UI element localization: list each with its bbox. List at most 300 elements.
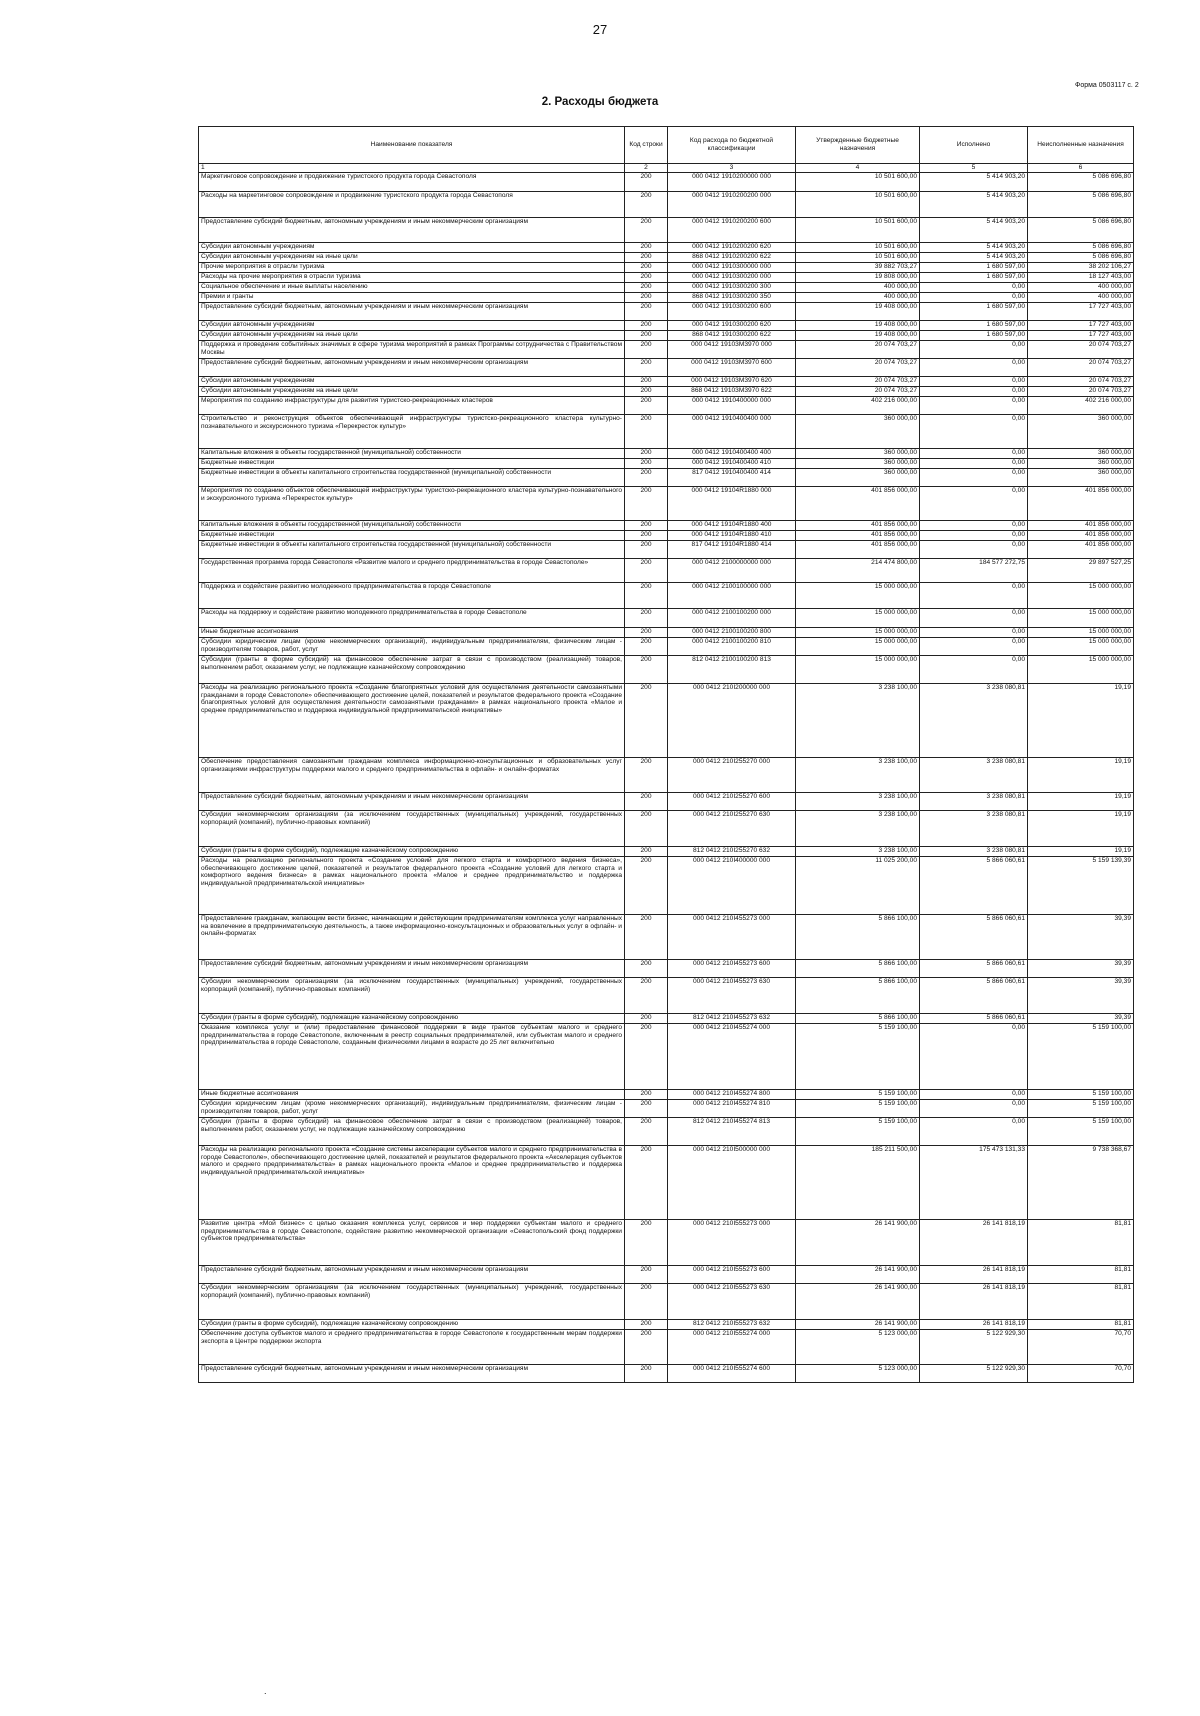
- row-line-code: 200: [625, 469, 668, 487]
- row-executed: 0,00: [920, 397, 1028, 415]
- table-row: [199, 218, 1134, 243]
- row-budget-code: 868 0412 1910200200 622: [668, 253, 796, 263]
- row-executed: 1 680 597,00: [920, 263, 1028, 273]
- table-row: [199, 583, 1134, 609]
- row-budget-code: 000 0412 1910400400 400: [668, 449, 796, 459]
- table-row: [199, 758, 1134, 793]
- table-row: [199, 628, 1134, 638]
- row-approved: 19 408 000,00: [796, 321, 920, 331]
- row-unexecuted: 81,81: [1028, 1266, 1134, 1284]
- row-unexecuted: 39,39: [1028, 1014, 1134, 1024]
- column-number-row: [199, 164, 1134, 173]
- row-budget-code: 812 0412 210I555273 632: [668, 1320, 796, 1330]
- row-name: Субсидии автономным учреждениям на иные цели: [199, 253, 625, 263]
- row-budget-code: 868 0412 1910300200 350: [668, 293, 796, 303]
- row-budget-code: 000 0412 2100100200 810: [668, 638, 796, 656]
- row-executed: 0,00: [920, 656, 1028, 684]
- row-budget-code: 000 0412 210I455273 000: [668, 915, 796, 960]
- row-budget-code: 000 0412 19103М3970 000: [668, 341, 796, 359]
- table-row: [199, 609, 1134, 628]
- row-executed: 5 866 060,61: [920, 978, 1028, 1014]
- row-name: Строительство и реконструкция объектов обеспечивающей инфраструктуры туристско-рекреационного кластера культурно-познавательного и экскурсионного туризма «Перекресток культур»: [199, 415, 625, 449]
- row-line-code: 200: [625, 857, 668, 915]
- row-name: Предоставление субсидий бюджетным, автономным учреждениям и иным некоммерческим организациям: [199, 960, 625, 978]
- row-name: Субсидии юридическим лицам (кроме некоммерческих организаций), индивидуальным предпринимателям, физическим лицам - производителям товаров, работ, услуг: [199, 1100, 625, 1118]
- row-unexecuted: 401 856 000,00: [1028, 531, 1134, 541]
- row-unexecuted: 20 074 703,27: [1028, 387, 1134, 397]
- row-executed: 26 141 818,19: [920, 1220, 1028, 1266]
- row-budget-code: 868 0412 19103М3970 622: [668, 387, 796, 397]
- row-line-code: 200: [625, 341, 668, 359]
- row-unexecuted: 5 159 100,00: [1028, 1118, 1134, 1146]
- row-executed: 0,00: [920, 341, 1028, 359]
- table-row: [199, 192, 1134, 218]
- row-line-code: 200: [625, 960, 668, 978]
- column-number: 1: [199, 164, 625, 173]
- row-name: Иные бюджетные ассигнования: [199, 628, 625, 638]
- row-approved: 39 882 703,27: [796, 263, 920, 273]
- row-name: Предоставление субсидий бюджетным, автономным учреждениям и иным некоммерческим организациям: [199, 218, 625, 243]
- row-approved: 19 808 000,00: [796, 273, 920, 283]
- header-approved: Утвержденные бюджетные назначения: [796, 127, 920, 164]
- row-name: Расходы на реализацию регионального проекта «Создание условий для легкого старта и комфортного ведения бизнеса», обеспечивающего достижение целей, показателей и результатов федерального проекта «Создание условий для легкого старта и комфортного ведения бизнеса» в рамках национального проекта «Малое и среднее предпринимательство и поддержка индивидуальной предпринимательской инициативы»: [199, 857, 625, 915]
- row-budget-code: 817 0412 1910400400 414: [668, 469, 796, 487]
- row-budget-code: 000 0412 1910300200 300: [668, 283, 796, 293]
- row-line-code: 200: [625, 1365, 668, 1383]
- row-unexecuted: 70,70: [1028, 1330, 1134, 1365]
- row-unexecuted: 360 000,00: [1028, 449, 1134, 459]
- row-name: Предоставление субсидий бюджетным, автономным учреждениям и иным некоммерческим организациям: [199, 303, 625, 321]
- row-line-code: 200: [625, 1146, 668, 1220]
- row-unexecuted: 400 000,00: [1028, 283, 1134, 293]
- row-budget-code: 000 0412 19104R1880 410: [668, 531, 796, 541]
- budget-expenses-table: [198, 126, 1134, 1383]
- row-approved: 3 238 100,00: [796, 684, 920, 758]
- row-executed: 0,00: [920, 469, 1028, 487]
- row-unexecuted: 18 127 403,00: [1028, 273, 1134, 283]
- row-executed: 3 238 080,81: [920, 758, 1028, 793]
- row-budget-code: 000 0412 2100100000 000: [668, 583, 796, 609]
- row-budget-code: 000 0412 210I555274 600: [668, 1365, 796, 1383]
- table-header-row: [199, 127, 1134, 164]
- row-unexecuted: 5 159 100,00: [1028, 1100, 1134, 1118]
- table-row: [199, 487, 1134, 521]
- row-name: Субсидии автономным учреждениям: [199, 377, 625, 387]
- table-row: [199, 1330, 1134, 1365]
- row-budget-code: 812 0412 210I455273 632: [668, 1014, 796, 1024]
- row-line-code: 200: [625, 628, 668, 638]
- row-budget-code: 812 0412 2100100200 813: [668, 656, 796, 684]
- row-executed: 26 141 818,19: [920, 1284, 1028, 1320]
- row-executed: 5 414 903,20: [920, 192, 1028, 218]
- row-line-code: 200: [625, 359, 668, 377]
- row-line-code: 200: [625, 811, 668, 847]
- row-unexecuted: 81,81: [1028, 1220, 1134, 1266]
- row-executed: 5 122 929,30: [920, 1365, 1028, 1383]
- row-name: Расходы на прочие мероприятия в отрасли туризма: [199, 273, 625, 283]
- row-budget-code: 812 0412 210I455274 813: [668, 1118, 796, 1146]
- row-executed: 1 680 597,00: [920, 303, 1028, 321]
- row-budget-code: 000 0412 1910200200 000: [668, 192, 796, 218]
- row-approved: 185 211 500,00: [796, 1146, 920, 1220]
- table-row: [199, 793, 1134, 811]
- row-line-code: 200: [625, 978, 668, 1014]
- row-approved: 20 074 703,27: [796, 377, 920, 387]
- row-name: Оказание комплекса услуг и (или) предоставление финансовой поддержки в виде грантов субъектам малого и среднего предпринимательства в городе Севастополе, включенным в реестр социальных предпринимателей, или субъектам малого и среднего предпринимательства в городе Севастополе, созданным физическими лицами в возрасте до 25 лет включительно: [199, 1024, 625, 1090]
- row-unexecuted: 81,81: [1028, 1320, 1134, 1330]
- row-line-code: 200: [625, 521, 668, 531]
- row-approved: 11 025 200,00: [796, 857, 920, 915]
- row-name: Субсидии автономным учреждениям на иные цели: [199, 331, 625, 341]
- row-line-code: 200: [625, 397, 668, 415]
- row-approved: 400 000,00: [796, 283, 920, 293]
- row-line-code: 200: [625, 1014, 668, 1024]
- row-budget-code: 817 0412 19104R1880 414: [668, 541, 796, 559]
- row-executed: 0,00: [920, 459, 1028, 469]
- row-unexecuted: 401 856 000,00: [1028, 541, 1134, 559]
- row-approved: 26 141 900,00: [796, 1266, 920, 1284]
- row-executed: 175 473 131,33: [920, 1146, 1028, 1220]
- row-budget-code: 000 0412 1910300200 620: [668, 321, 796, 331]
- row-budget-code: 000 0412 1910400400 000: [668, 415, 796, 449]
- row-unexecuted: 19,19: [1028, 811, 1134, 847]
- row-approved: 15 000 000,00: [796, 638, 920, 656]
- row-name: Субсидии автономным учреждениям: [199, 321, 625, 331]
- row-approved: 3 238 100,00: [796, 811, 920, 847]
- table-row: [199, 173, 1134, 192]
- row-approved: 400 000,00: [796, 293, 920, 303]
- row-line-code: 200: [625, 1320, 668, 1330]
- row-name: Бюджетные инвестиции: [199, 531, 625, 541]
- row-executed: 0,00: [920, 449, 1028, 459]
- row-name: Обеспечение предоставления самозанятым гражданам комплекса информационно-консультационных и образовательных услуг организациями инфраструктуры поддержки малого и среднего предпринимательства в офлайн- и онлайн-форматах: [199, 758, 625, 793]
- table-row: [199, 377, 1134, 387]
- row-approved: 20 074 703,27: [796, 359, 920, 377]
- table-row: [199, 638, 1134, 656]
- row-executed: 26 141 818,19: [920, 1266, 1028, 1284]
- row-name: Субсидии некоммерческим организациям (за исключением государственных (муниципальных) учреждений, государственных корпораций (компаний), публично-правовых компаний): [199, 1284, 625, 1320]
- row-budget-code: 000 0412 2100100200 800: [668, 628, 796, 638]
- row-approved: 5 159 100,00: [796, 1100, 920, 1118]
- row-executed: 0,00: [920, 1100, 1028, 1118]
- row-executed: 0,00: [920, 359, 1028, 377]
- table-row: [199, 341, 1134, 359]
- row-line-code: 200: [625, 638, 668, 656]
- column-number: 2: [625, 164, 668, 173]
- row-executed: 5 122 929,30: [920, 1330, 1028, 1365]
- row-executed: 0,00: [920, 521, 1028, 531]
- row-budget-code: 000 0412 1910300200 000: [668, 273, 796, 283]
- row-approved: 5 159 100,00: [796, 1024, 920, 1090]
- row-name: Расходы на поддержку и содействие развитию молодежного предпринимательства в городе Севастополе: [199, 609, 625, 628]
- table-row: [199, 521, 1134, 531]
- row-unexecuted: 15 000 000,00: [1028, 583, 1134, 609]
- table-row: [199, 1146, 1134, 1220]
- row-approved: 19 408 000,00: [796, 303, 920, 321]
- row-unexecuted: 39,39: [1028, 915, 1134, 960]
- row-executed: 5 866 060,61: [920, 960, 1028, 978]
- table-row: [199, 559, 1134, 583]
- row-approved: 5 866 100,00: [796, 960, 920, 978]
- header-name: Наименование показателя: [199, 127, 625, 164]
- row-unexecuted: 20 074 703,27: [1028, 341, 1134, 359]
- row-unexecuted: 401 856 000,00: [1028, 521, 1134, 531]
- row-line-code: 200: [625, 283, 668, 293]
- row-budget-code: 000 0412 210I455274 800: [668, 1090, 796, 1100]
- row-unexecuted: 401 856 000,00: [1028, 487, 1134, 521]
- row-budget-code: 000 0412 210I455274 000: [668, 1024, 796, 1090]
- row-budget-code: 000 0412 1910300200 600: [668, 303, 796, 321]
- row-line-code: 200: [625, 253, 668, 263]
- section-title: 2. Расходы бюджета: [541, 96, 659, 108]
- row-unexecuted: 9 738 368,67: [1028, 1146, 1134, 1220]
- row-unexecuted: 70,70: [1028, 1365, 1134, 1383]
- row-name: Субсидии (гранты в форме субсидий) на финансовое обеспечение затрат в связи с производством (реализацией) товаров, выполнением работ, оказанием услуг, не подлежащие казначейскому сопровождению: [199, 1118, 625, 1146]
- row-unexecuted: 38 202 106,27: [1028, 263, 1134, 273]
- row-executed: 0,00: [920, 377, 1028, 387]
- row-line-code: 200: [625, 415, 668, 449]
- row-unexecuted: 15 000 000,00: [1028, 638, 1134, 656]
- table-row: [199, 263, 1134, 273]
- table-row: [199, 960, 1134, 978]
- row-line-code: 200: [625, 1100, 668, 1118]
- table-row: [199, 1118, 1134, 1146]
- row-line-code: 200: [625, 387, 668, 397]
- row-line-code: 200: [625, 793, 668, 811]
- header-unexecuted: Неисполненные назначения: [1028, 127, 1134, 164]
- row-approved: 401 856 000,00: [796, 531, 920, 541]
- row-executed: 3 238 080,81: [920, 793, 1028, 811]
- row-approved: 5 123 000,00: [796, 1365, 920, 1383]
- row-line-code: 200: [625, 173, 668, 192]
- row-name: Развитие центра «Мой бизнес» с целью оказания комплекса услуг, сервисов и мер поддержки субъектам малого и среднего предпринимательства в городе Севастополе, содействие развитию некоммерческой организации «Севастопольский фонд поддержки субъектов предпринимательства»: [199, 1220, 625, 1266]
- row-unexecuted: 5 159 100,00: [1028, 1090, 1134, 1100]
- row-executed: 5 866 060,61: [920, 1014, 1028, 1024]
- row-approved: 360 000,00: [796, 459, 920, 469]
- row-unexecuted: 5 086 696,80: [1028, 243, 1134, 253]
- row-name: Субсидии (гранты в форме субсидий), подлежащие казначейскому сопровождению: [199, 1320, 625, 1330]
- table-row: [199, 321, 1134, 331]
- header-line-code: Код строки: [625, 127, 668, 164]
- row-budget-code: 000 0412 2100100200 000: [668, 609, 796, 628]
- table-row: [199, 1090, 1134, 1100]
- row-unexecuted: 5 086 696,80: [1028, 253, 1134, 263]
- row-approved: 20 074 703,27: [796, 341, 920, 359]
- table-row: [199, 857, 1134, 915]
- row-unexecuted: 17 727 403,00: [1028, 331, 1134, 341]
- row-unexecuted: 19,19: [1028, 684, 1134, 758]
- table-row: [199, 293, 1134, 303]
- row-name: Капитальные вложения в объекты государственной (муниципальной) собственности: [199, 521, 625, 531]
- row-unexecuted: 15 000 000,00: [1028, 609, 1134, 628]
- table-row: [199, 915, 1134, 960]
- table-row: [199, 273, 1134, 283]
- row-budget-code: 868 0412 1910300200 622: [668, 331, 796, 341]
- table-row: [199, 978, 1134, 1014]
- header-executed: Исполнено: [920, 127, 1028, 164]
- row-name: Расходы на реализацию регионального проекта «Создание благоприятных условий для осуществления деятельности самозанятыми гражданами в городе Севастополе» обеспечивающего достижение целей, показателей и результатов федерального проекта «Создание благоприятных условий для осуществления деятельности самозанятыми гражданами» в рамках национального проекта «Малое и среднее предпринимательство и поддержка индивидуальной предпринимательской инициативы»: [199, 684, 625, 758]
- row-name: Бюджетные инвестиции в объекты капитального строительства государственной (муниципальной) собственности: [199, 469, 625, 487]
- row-approved: 26 141 900,00: [796, 1220, 920, 1266]
- column-number: 5: [920, 164, 1028, 173]
- row-name: Субсидии (гранты в форме субсидий), подлежащие казначейскому сопровождению: [199, 847, 625, 857]
- row-executed: 0,00: [920, 387, 1028, 397]
- row-executed: 0,00: [920, 1118, 1028, 1146]
- table-row: [199, 359, 1134, 377]
- row-unexecuted: 20 074 703,27: [1028, 359, 1134, 377]
- row-line-code: 200: [625, 1330, 668, 1365]
- row-line-code: 200: [625, 263, 668, 273]
- row-name: Бюджетные инвестиции: [199, 459, 625, 469]
- row-unexecuted: 17 727 403,00: [1028, 303, 1134, 321]
- table-row: [199, 531, 1134, 541]
- row-executed: 1 680 597,00: [920, 273, 1028, 283]
- row-executed: 0,00: [920, 541, 1028, 559]
- row-approved: 3 238 100,00: [796, 847, 920, 857]
- row-unexecuted: 19,19: [1028, 793, 1134, 811]
- row-budget-code: 812 0412 210I255270 632: [668, 847, 796, 857]
- row-budget-code: 000 0412 1910300000 000: [668, 263, 796, 273]
- row-approved: 15 000 000,00: [796, 656, 920, 684]
- row-name: Иные бюджетные ассигнования: [199, 1090, 625, 1100]
- table-row: [199, 1320, 1134, 1330]
- row-approved: 401 856 000,00: [796, 487, 920, 521]
- row-name: Мероприятия по созданию объектов обеспечивающей инфраструктуры туристско-рекреационного кластера культурно-познавательного и экскурсионного туризма «Перекресток культур»: [199, 487, 625, 521]
- row-line-code: 200: [625, 303, 668, 321]
- row-name: Бюджетные инвестиции в объекты капитального строительства государственной (муниципальной) собственности: [199, 541, 625, 559]
- row-line-code: 200: [625, 243, 668, 253]
- row-line-code: 200: [625, 609, 668, 628]
- row-approved: 15 000 000,00: [796, 583, 920, 609]
- table-row: [199, 303, 1134, 321]
- row-name: Предоставление гражданам, желающим вести бизнес, начинающим и действующим предпринимателям комплекса услуг направленных на вовлечение в предпринимательскую деятельность, а также информационно-консультационных и образовательных услуг в офлайн- и онлайн-форматах: [199, 915, 625, 960]
- row-unexecuted: 17 727 403,00: [1028, 321, 1134, 331]
- row-name: Субсидии (гранты в форме субсидий) на финансовое обеспечение затрат в связи с производством (реализацией) товаров, выполнением работ, оказанием услуг, не подлежащие казначейскому сопровождению: [199, 656, 625, 684]
- row-approved: 10 501 600,00: [796, 192, 920, 218]
- row-line-code: 200: [625, 1118, 668, 1146]
- row-unexecuted: 5 086 696,80: [1028, 218, 1134, 243]
- row-budget-code: 000 0412 210I555274 000: [668, 1330, 796, 1365]
- row-name: Поддержка и содействие развитию молодежного предпринимательства в городе Севастополе: [199, 583, 625, 609]
- row-approved: 10 501 600,00: [796, 243, 920, 253]
- row-line-code: 200: [625, 218, 668, 243]
- table-row: [199, 253, 1134, 263]
- row-unexecuted: 5 086 696,80: [1028, 192, 1134, 218]
- row-executed: 0,00: [920, 531, 1028, 541]
- row-approved: 26 141 900,00: [796, 1284, 920, 1320]
- row-budget-code: 000 0412 210I555273 630: [668, 1284, 796, 1320]
- column-number: 3: [668, 164, 796, 173]
- row-executed: 5 414 903,20: [920, 218, 1028, 243]
- row-unexecuted: 39,39: [1028, 978, 1134, 1014]
- row-name: Субсидии (гранты в форме субсидий), подлежащие казначейскому сопровождению: [199, 1014, 625, 1024]
- table-row: [199, 811, 1134, 847]
- row-line-code: 200: [625, 915, 668, 960]
- table-row: [199, 1284, 1134, 1320]
- row-line-code: 200: [625, 1024, 668, 1090]
- column-number: 6: [1028, 164, 1134, 173]
- table-row: [199, 1365, 1134, 1383]
- row-line-code: 200: [625, 656, 668, 684]
- row-line-code: 200: [625, 321, 668, 331]
- row-budget-code: 000 0412 210I455273 600: [668, 960, 796, 978]
- row-name: Субсидии некоммерческим организациям (за исключением государственных (муниципальных) учреждений, государственных корпораций (компаний), публично-правовых компаний): [199, 978, 625, 1014]
- row-line-code: 200: [625, 1220, 668, 1266]
- row-executed: 0,00: [920, 283, 1028, 293]
- table-row: [199, 459, 1134, 469]
- row-name: Социальное обеспечение и иные выплаты населению: [199, 283, 625, 293]
- row-budget-code: 000 0412 210I500000 000: [668, 1146, 796, 1220]
- table-row: [199, 847, 1134, 857]
- row-line-code: 200: [625, 583, 668, 609]
- row-line-code: 200: [625, 1284, 668, 1320]
- column-number: 4: [796, 164, 920, 173]
- row-unexecuted: 29 897 527,25: [1028, 559, 1134, 583]
- table-row: [199, 469, 1134, 487]
- row-budget-code: 000 0412 210I200000 000: [668, 684, 796, 758]
- row-unexecuted: 19,19: [1028, 758, 1134, 793]
- table-row: [199, 397, 1134, 415]
- row-line-code: 200: [625, 541, 668, 559]
- table-row: [199, 684, 1134, 758]
- row-name: Государственная программа города Севастополя «Развитие малого и среднего предпринимательства в городе Севастополе»: [199, 559, 625, 583]
- row-name: Капитальные вложения в объекты государственной (муниципальной) собственности: [199, 449, 625, 459]
- row-name: Прочие мероприятия в отрасли туризма: [199, 263, 625, 273]
- row-approved: 5 866 100,00: [796, 915, 920, 960]
- row-budget-code: 000 0412 1910200000 000: [668, 173, 796, 192]
- row-budget-code: 000 0412 210I255270 630: [668, 811, 796, 847]
- form-label: Форма 0503117 с. 2: [1075, 82, 1139, 89]
- row-executed: 5 414 903,20: [920, 253, 1028, 263]
- row-budget-code: 000 0412 1910200200 600: [668, 218, 796, 243]
- table-row: [199, 283, 1134, 293]
- row-name: Обеспечение доступа субъектов малого и среднего предпринимательства в городе Севастополе к государственным мерам поддержки экспорта в Центре поддержки экспорта: [199, 1330, 625, 1365]
- row-name: Субсидии некоммерческим организациям (за исключением государственных (муниципальных) учреждений, государственных корпораций (компаний), публично-правовых компаний): [199, 811, 625, 847]
- table-row: [199, 1266, 1134, 1284]
- row-approved: 5 866 100,00: [796, 1014, 920, 1024]
- row-line-code: 200: [625, 192, 668, 218]
- row-line-code: 200: [625, 293, 668, 303]
- row-name: Поддержка и проведение событийных значимых в сфере туризма мероприятий в рамках Программы сотрудничества с Правительством Москвы: [199, 341, 625, 359]
- row-unexecuted: 39,39: [1028, 960, 1134, 978]
- row-budget-code: 000 0412 210I400000 000: [668, 857, 796, 915]
- row-line-code: 200: [625, 377, 668, 387]
- row-budget-code: 000 0412 210I255270 600: [668, 793, 796, 811]
- row-executed: 5 414 903,20: [920, 173, 1028, 192]
- row-name: Предоставление субсидий бюджетным, автономным учреждениям и иным некоммерческим организациям: [199, 1365, 625, 1383]
- row-executed: 0,00: [920, 415, 1028, 449]
- row-line-code: 200: [625, 847, 668, 857]
- row-executed: 3 238 080,81: [920, 811, 1028, 847]
- row-approved: 5 866 100,00: [796, 978, 920, 1014]
- row-executed: 26 141 818,19: [920, 1320, 1028, 1330]
- row-unexecuted: 81,81: [1028, 1284, 1134, 1320]
- row-approved: 15 000 000,00: [796, 628, 920, 638]
- row-approved: 10 501 600,00: [796, 173, 920, 192]
- row-unexecuted: 19,19: [1028, 847, 1134, 857]
- row-executed: 0,00: [920, 583, 1028, 609]
- row-name: Мероприятия по созданию инфраструктуры для развития туристско-рекреационных кластеров: [199, 397, 625, 415]
- row-approved: 3 238 100,00: [796, 758, 920, 793]
- row-line-code: 200: [625, 449, 668, 459]
- row-approved: 5 159 100,00: [796, 1090, 920, 1100]
- row-line-code: 200: [625, 1090, 668, 1100]
- row-budget-code: 000 0412 1910400400 410: [668, 459, 796, 469]
- row-unexecuted: 15 000 000,00: [1028, 656, 1134, 684]
- row-budget-code: 000 0412 19103М3970 620: [668, 377, 796, 387]
- row-name: Расходы на маркетинговое сопровождение и продвижение туристского продукта города Севастополя: [199, 192, 625, 218]
- row-name: Предоставление субсидий бюджетным, автономным учреждениям и иным некоммерческим организациям: [199, 793, 625, 811]
